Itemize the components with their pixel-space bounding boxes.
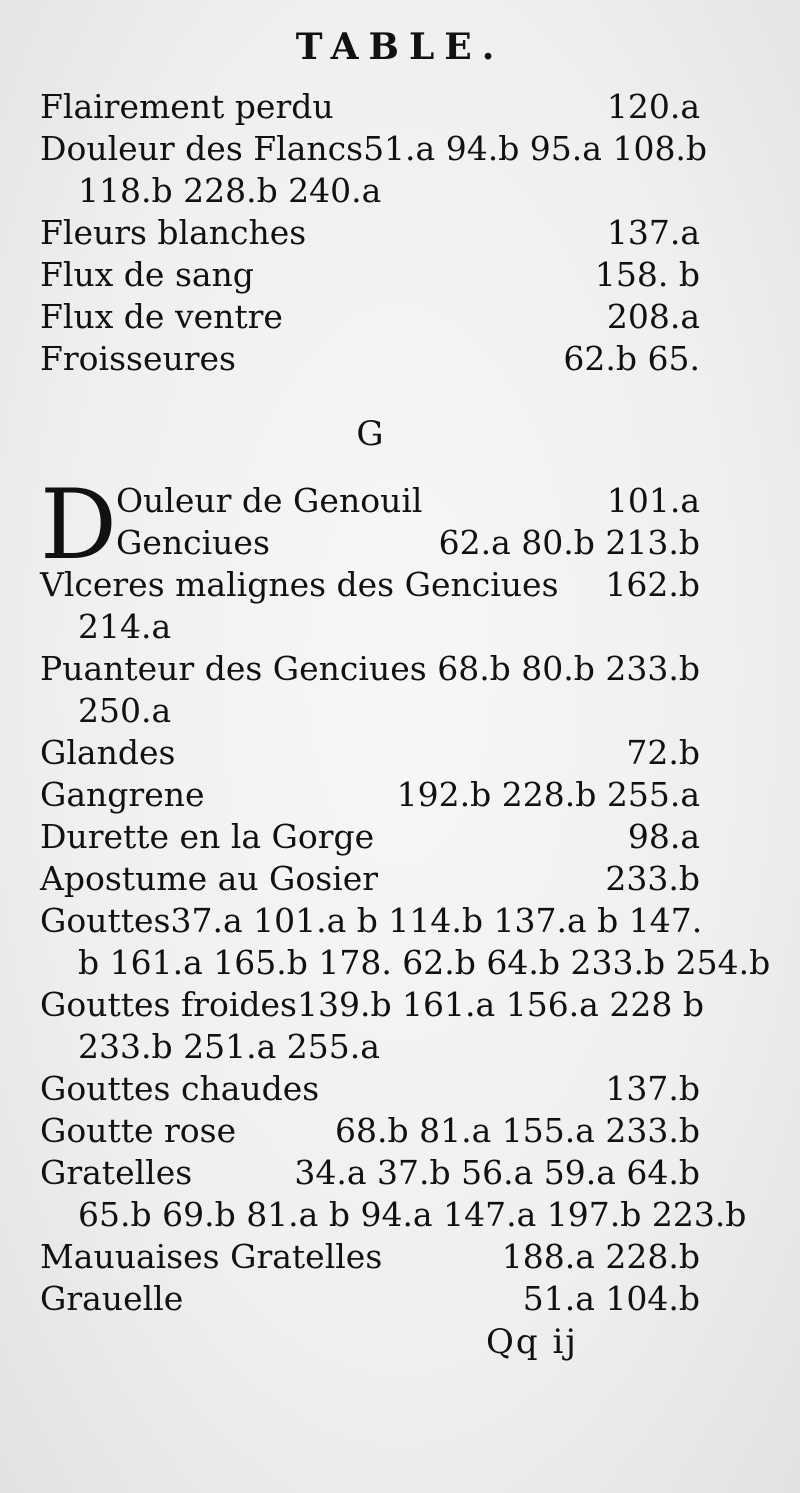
- index-entry: [40, 296, 700, 338]
- index-entry: [40, 900, 771, 984]
- first-entry-genouil: [40, 469, 700, 581]
- entry-refs: 208.a: [606, 297, 700, 336]
- entry-term: Fleurs blanches: [40, 213, 307, 252]
- entry-refs: 233.b: [605, 859, 700, 898]
- entry-term: Gouttes chaudes: [40, 1069, 320, 1108]
- entry-continuation: 65.b 69.b 81.a b 94.a 147.a 197.b 223.b: [78, 1195, 747, 1234]
- index-list-g: [40, 564, 771, 1320]
- index-entry: [40, 212, 700, 254]
- entry-term: Apostume au Gosier: [40, 859, 379, 898]
- entry-refs: 139.b 161.a 156.a 228 b: [296, 985, 704, 1024]
- entry-refs: 72.b: [626, 733, 700, 772]
- index-entry: [116, 522, 700, 564]
- index-entry: [40, 858, 700, 900]
- entry-term: Froisseures: [40, 339, 236, 378]
- index-list-f: [40, 86, 708, 380]
- entry-term: Goutte rose: [40, 1111, 237, 1150]
- entry-refs: 137.b: [605, 1069, 700, 1108]
- entry-row: [40, 900, 703, 942]
- index-entry: [116, 480, 700, 522]
- entry-term: Vlceres malignes des Genciues: [40, 565, 559, 604]
- entry-term: Ouleur de Genouil: [116, 481, 423, 520]
- entry-row: [40, 858, 700, 900]
- page-header: TABLE.: [295, 26, 505, 68]
- index-entry: [40, 86, 700, 128]
- index-entry: [40, 128, 708, 212]
- entry-term: Puanteur des Genciues: [40, 649, 427, 688]
- entry-row: [40, 86, 700, 128]
- entry-term: Flairement perdu: [40, 87, 334, 126]
- entry-row: [40, 128, 708, 170]
- signature-mark: Qq ij: [486, 1322, 578, 1362]
- entry-refs: 68.b 81.a 155.a 233.b: [335, 1111, 700, 1150]
- entry-refs: 101.a: [606, 481, 700, 520]
- section-letter-g: G: [356, 414, 384, 454]
- entry-term: Durette en la Gorge: [40, 817, 375, 856]
- entry-continuation: 250.a: [78, 691, 172, 730]
- entry-row: [40, 816, 700, 858]
- index-entry: [40, 1110, 700, 1152]
- entry-continuation: 214.a: [78, 607, 172, 646]
- entry-refs: 192.b 228.b 255.a: [396, 775, 700, 814]
- index-entry: [40, 1068, 700, 1110]
- entry-row: [40, 732, 700, 774]
- index-entry: [40, 732, 700, 774]
- index-entry: [40, 984, 704, 1068]
- entry-refs: 188.a 228.b: [501, 1237, 700, 1276]
- index-entry: [40, 564, 700, 648]
- entry-refs: 62.b 65.: [563, 339, 700, 378]
- entry-continuation: 233.b 251.a 255.a: [78, 1027, 380, 1066]
- entry-row: [40, 984, 704, 1026]
- entry-term: Glandes: [40, 733, 176, 772]
- entry-row: [40, 648, 700, 690]
- index-entry: [40, 1152, 747, 1236]
- entry-term: Douleur des Flancs: [40, 129, 364, 168]
- entry-term: Gouttes: [40, 901, 171, 940]
- entry-refs: 51.a 94.b 95.a 108.b: [363, 129, 708, 168]
- entry-refs: 51.a 104.b: [522, 1279, 700, 1318]
- index-entry: [40, 774, 700, 816]
- entry-refs: 62.a 80.b 213.b: [438, 523, 700, 562]
- entry-term: Flux de sang: [40, 255, 254, 294]
- entry-refs: 37.a 101.a b 114.b 137.a b 147.: [170, 901, 703, 940]
- entry-row: [40, 338, 700, 380]
- entry-term: Genciues: [116, 523, 270, 562]
- index-entry: [40, 1278, 700, 1320]
- index-entry: [40, 648, 700, 732]
- entry-term: Flux de ventre: [40, 297, 283, 336]
- entry-refs: 98.a: [627, 817, 700, 856]
- index-content: [40, 86, 771, 1320]
- entry-refs: 120.a: [606, 87, 700, 126]
- entry-row: [40, 254, 700, 296]
- entry-row: [40, 1152, 700, 1194]
- entry-row: [40, 774, 700, 816]
- index-entry: [40, 1236, 700, 1278]
- entry-term: Grauelle: [40, 1279, 184, 1318]
- entry-refs: 162.b: [605, 565, 700, 604]
- drop-cap: D: [40, 469, 117, 581]
- entry-refs: 34.a 37.b 56.a 59.a 64.b: [294, 1153, 700, 1192]
- entry-row: [40, 1110, 700, 1152]
- entry-row: [40, 296, 700, 338]
- entry-refs: 68.b 80.b 233.b: [437, 649, 700, 688]
- entry-refs: 158. b: [594, 255, 700, 294]
- entry-row: [40, 1278, 700, 1320]
- index-entry: [40, 816, 700, 858]
- entry-term: Gouttes froides: [40, 985, 297, 1024]
- entry-row: [40, 1068, 700, 1110]
- index-entry: [40, 254, 700, 296]
- entry-row: [40, 564, 700, 606]
- entry-term: Mauuaises Gratelles: [40, 1237, 383, 1276]
- entry-term: Gratelles: [40, 1153, 193, 1192]
- entry-term: Gangrene: [40, 775, 205, 814]
- entry-row: [40, 1236, 700, 1278]
- entry-continuation: 118.b 228.b 240.a: [78, 171, 382, 210]
- index-entry: [40, 338, 700, 380]
- entry-row: [40, 212, 700, 254]
- entry-refs: 137.a: [606, 213, 700, 252]
- entry-continuation: b 161.a 165.b 178. 62.b 64.b 233.b 254.b: [78, 943, 771, 982]
